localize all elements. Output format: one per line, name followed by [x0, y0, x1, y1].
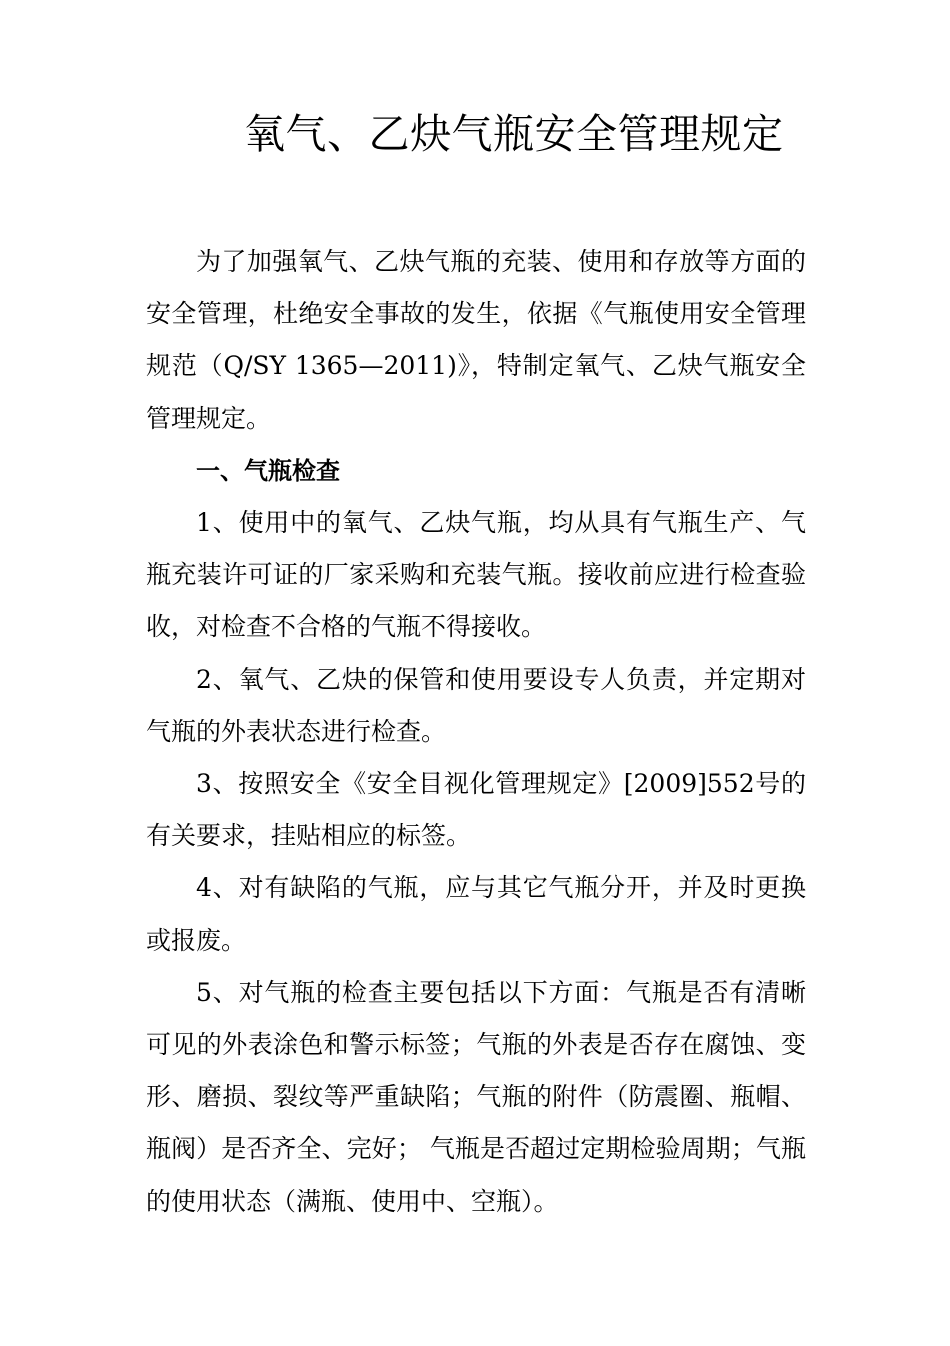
section-item-5: 5、对气瓶的检查主要包括以下方面：气瓶是否有清晰可见的外表涂色和警示标签；气瓶的外表是否存在腐蚀、变形、磨损、裂纹等严重缺陷；气瓶的附件（防震圈、瓶帽、瓶阀）是否齐全、完好； 气瓶是否超过定期检验周期；气瓶的使用状态（满瓶、使用中、空瓶）。: [146, 977, 806, 1216]
section-item-3: 3、按照安全《安全目视化管理规定》[2009]552号的有关要求，挂贴相应的标签。: [146, 769, 806, 851]
document-body: [146, 236, 806, 1228]
section-heading: 一、气瓶检查: [196, 456, 340, 485]
section-item-2: 2、氧气、乙炔的保管和使用要设专人负责，并定期对气瓶的外表状态进行检查。: [146, 664, 806, 746]
intro-paragraph: 为了加强氧气、乙炔气瓶的充装、使用和存放等方面的安全管理，杜绝安全事故的发生，依据《气瓶使用安全管理规范（Q/SY 1365—2011)》，特制定氧气、乙炔气瓶安全管理规定。: [146, 247, 806, 433]
section-item-1: 1、使用中的氧气、乙炔气瓶，均从具有气瓶生产、气瓶充装许可证的厂家采购和充装气瓶。接收前应进行检查验收，对检查不合格的气瓶不得接收。: [146, 508, 806, 642]
section-item-4: 4、对有缺陷的气瓶，应与其它气瓶分开，并及时更换或报废。: [146, 873, 806, 955]
document-title: 氧气、乙炔气瓶安全管理规定: [244, 110, 784, 158]
